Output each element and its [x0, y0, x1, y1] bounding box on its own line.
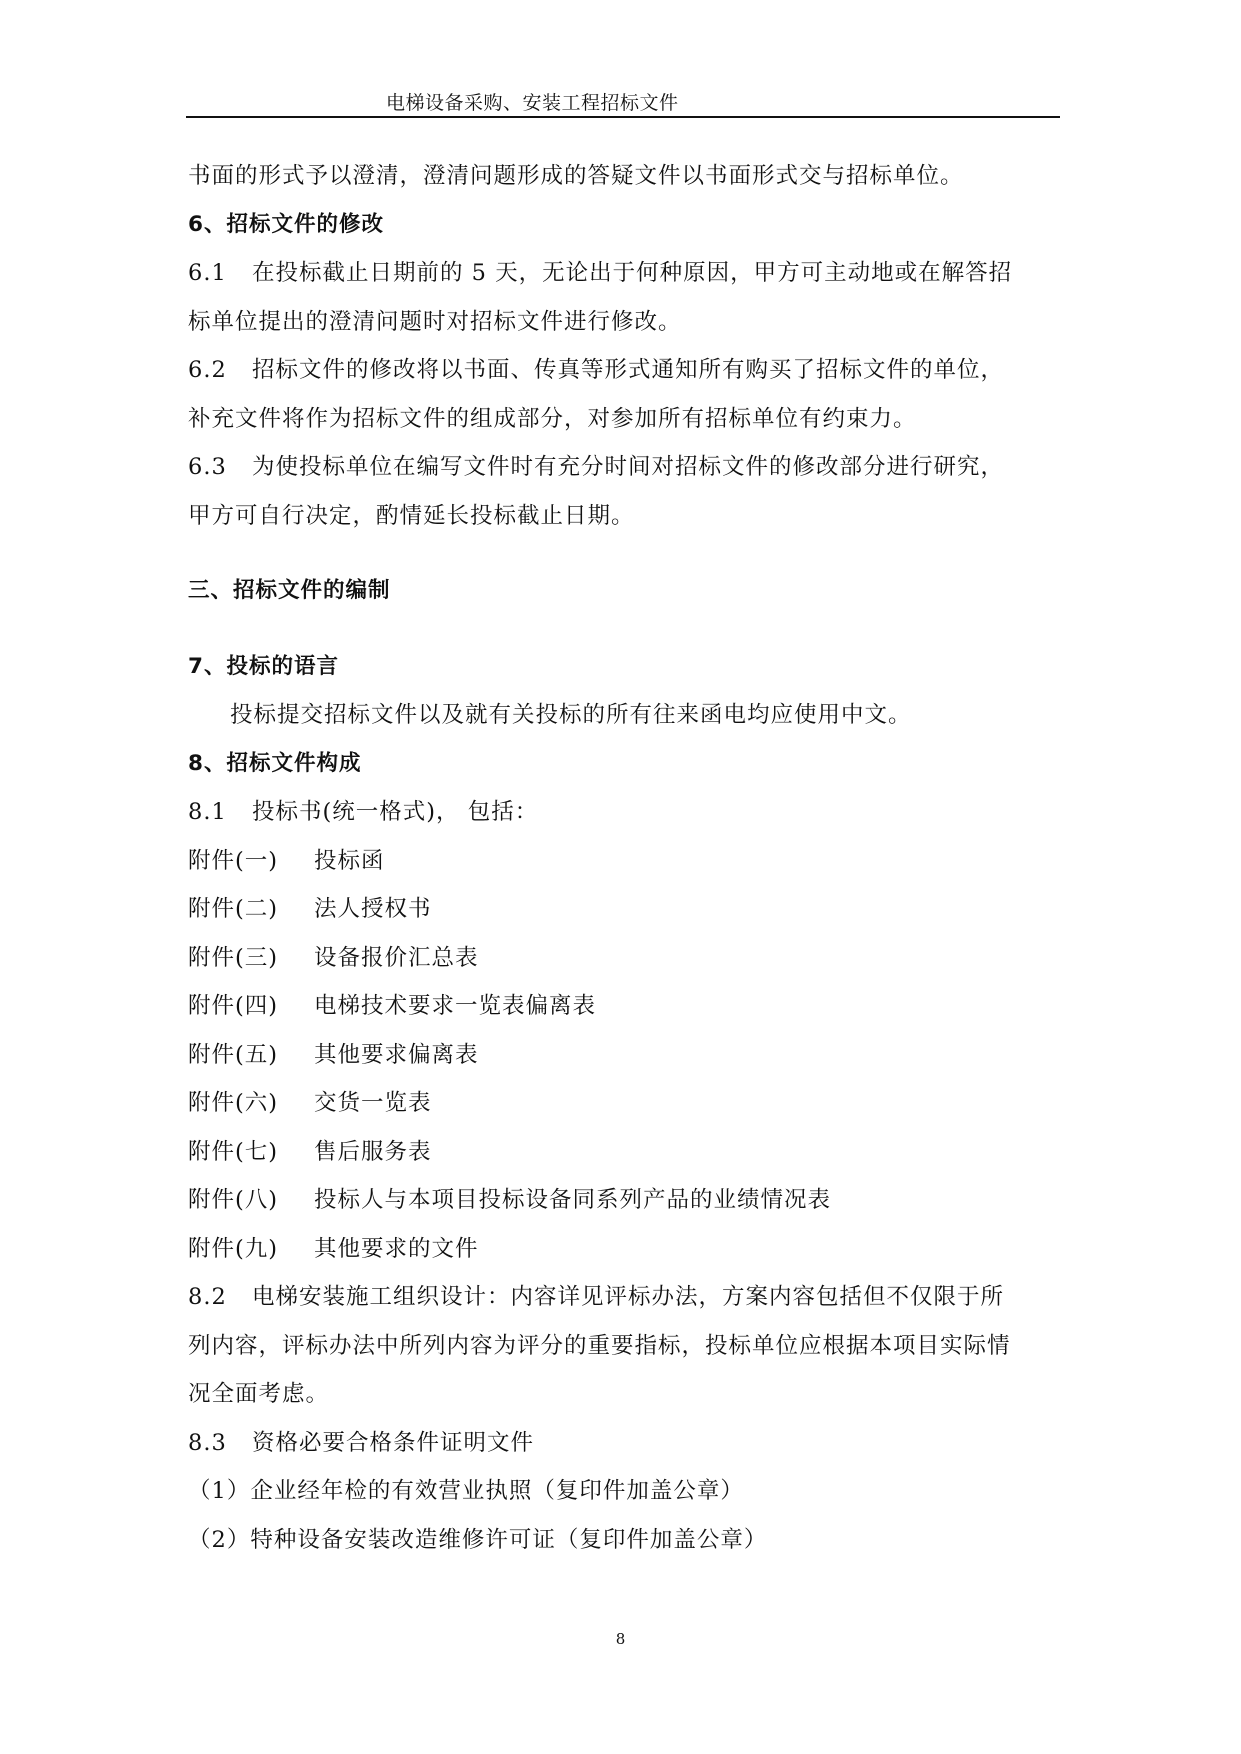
attachment-label: 附件(四) — [188, 993, 279, 1019]
paragraph-7: 投标提交招标文件以及就有关投标的所有往来函电均应使用中文。 — [230, 702, 912, 728]
heading-7: 7、投标的语言 — [188, 653, 339, 679]
document-body — [188, 152, 1063, 1564]
attachment-label: 附件(八) — [188, 1187, 279, 1213]
paragraph-8-2 — [188, 1273, 1063, 1322]
attachment-item — [188, 1225, 1063, 1274]
paragraph-6-3 — [188, 443, 1063, 492]
attachment-text: 交货一览表 — [314, 1090, 432, 1116]
clause-text: 投标书(统一格式)， 包括： — [252, 799, 539, 825]
attachment-label: 附件(七) — [188, 1138, 279, 1165]
attachment-label: 附件(五) — [188, 1041, 279, 1068]
paragraph-8-1 — [188, 788, 1063, 837]
heading-6: 6、招标文件的修改 — [188, 211, 384, 237]
attachment-text: 电梯技术要求一览表偏离表 — [314, 993, 597, 1019]
paragraph-8-2-cont: 列内容，评标办法中所列内容为评分的重要指标，投标单位应根据本项目实际情 — [188, 1332, 1011, 1359]
paragraph-continuation: 书面的形式予以澄清，澄清问题形成的答疑文件以书面形式交与招标单位。 — [188, 163, 964, 189]
paragraph-6-3-cont: 甲方可自行决定，酌情延长投标截止日期。 — [188, 502, 635, 529]
clause-text: 资格必要合格条件证明文件 — [252, 1429, 535, 1456]
section-heading-3: 三、招标文件的编制 — [188, 578, 391, 603]
clause-number: 8.2 — [188, 1284, 227, 1310]
clause-number: 6.3 — [188, 454, 227, 480]
attachment-item — [188, 1031, 1063, 1080]
attachment-item — [188, 934, 1063, 983]
attachment-label: 附件(二) — [188, 896, 279, 922]
paragraph-8-3 — [188, 1419, 1063, 1468]
page-header — [186, 86, 1060, 118]
attachment-text: 投标人与本项目投标设备同系列产品的业绩情况表 — [314, 1187, 832, 1213]
spacer — [188, 616, 1063, 643]
paragraph-8-2-cont: 况全面考虑。 — [188, 1381, 330, 1407]
attachment-item — [188, 837, 1063, 886]
clause-number: 6.1 — [188, 260, 227, 286]
attachment-text: 其他要求偏离表 — [314, 1041, 479, 1068]
header-title: 电梯设备采购、安装工程招标文件 — [386, 92, 679, 114]
clause-number: 8.1 — [188, 799, 227, 825]
clause-text: 在投标截止日期前的 5 天，无论出于何种原因，甲方可主动地或在解答招 — [252, 260, 1013, 286]
list-item: （2）特种设备安装改造维修许可证（复印件加盖公章） — [188, 1526, 768, 1553]
attachment-text: 其他要求的文件 — [314, 1235, 479, 1262]
clause-text: 招标文件的修改将以书面、传真等形式通知所有购买了招标文件的单位， — [252, 357, 1005, 383]
clause-number: 8.3 — [188, 1429, 227, 1456]
attachment-text: 投标函 — [314, 847, 385, 874]
attachment-item — [188, 982, 1063, 1031]
spacer — [188, 540, 1063, 567]
list-item: （1）企业经年检的有效营业执照（复印件加盖公章） — [188, 1478, 744, 1504]
paragraph-6-1 — [188, 249, 1063, 298]
attachment-item — [188, 1128, 1063, 1177]
attachment-label: 附件(三) — [188, 944, 279, 971]
paragraph-6-2-cont: 补充文件将作为招标文件的组成部分，对参加所有招标单位有约束力。 — [188, 405, 917, 432]
attachment-item — [188, 1079, 1063, 1128]
paragraph-6-2 — [188, 346, 1063, 395]
paragraph-6-1-cont: 标单位提出的澄清问题时对招标文件进行修改。 — [188, 308, 682, 335]
clause-text: 为使投标单位在编写文件时有充分时间对招标文件的修改部分进行研究， — [252, 454, 1005, 480]
attachment-text: 设备报价汇总表 — [314, 944, 479, 971]
attachment-item — [188, 1176, 1063, 1225]
clause-number: 6.2 — [188, 357, 227, 383]
attachment-label: 附件(一) — [188, 847, 279, 874]
page-number: 8 — [615, 1630, 626, 1648]
attachment-label: 附件(九) — [188, 1235, 279, 1262]
clause-text: 电梯安装施工组织设计：内容详见评标办法，方案内容包括但不仅限于所 — [252, 1284, 1005, 1310]
attachment-item — [188, 885, 1063, 934]
attachment-text: 法人授权书 — [314, 896, 432, 922]
attachment-text: 售后服务表 — [314, 1138, 432, 1165]
heading-8: 8、招标文件构成 — [188, 750, 362, 776]
attachment-label: 附件(六) — [188, 1090, 279, 1116]
